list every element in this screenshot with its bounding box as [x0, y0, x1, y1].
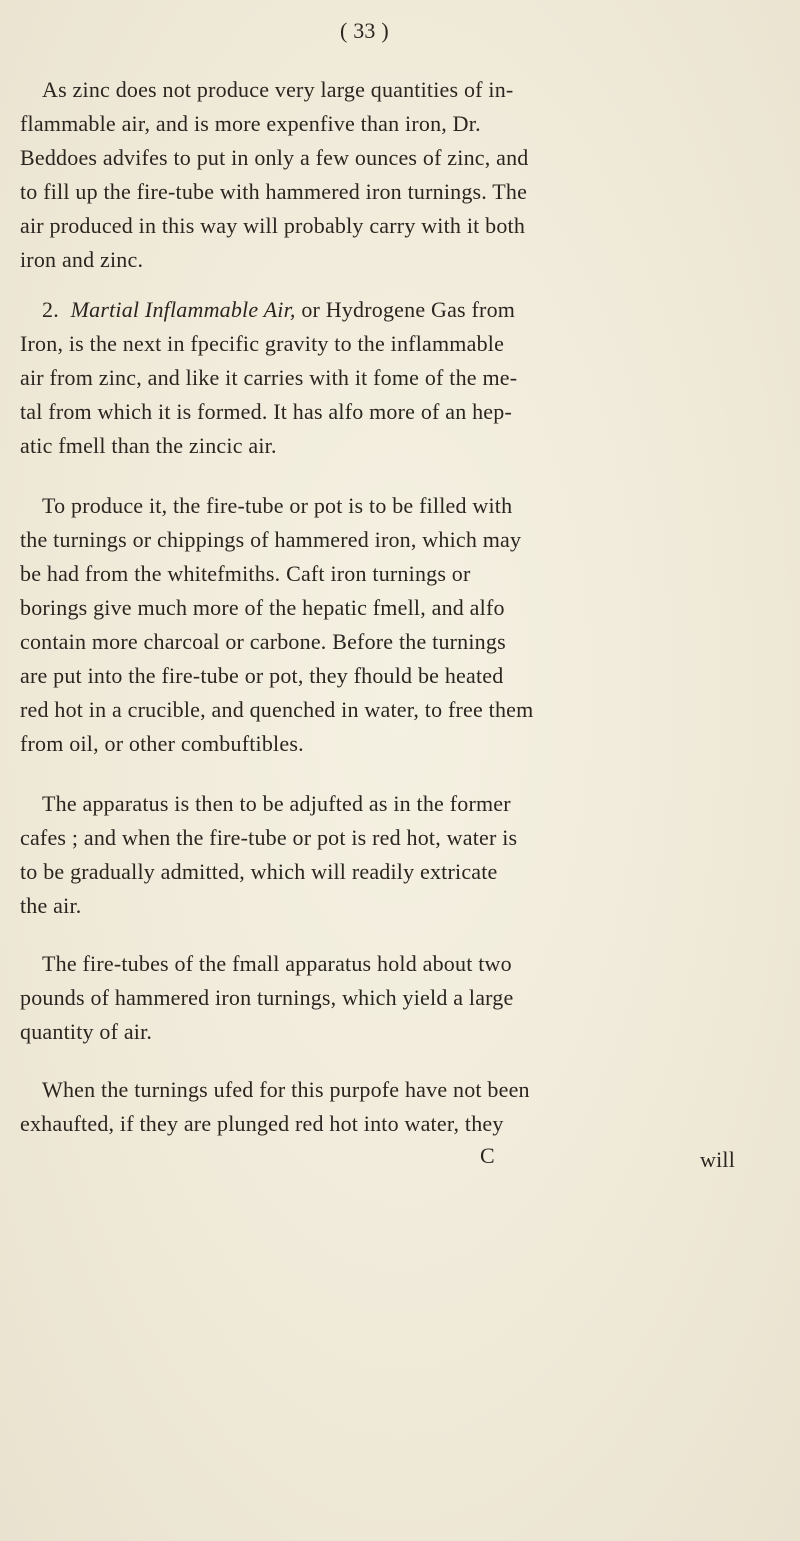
- paragraph-1-line-6: iron and zinc.: [20, 247, 144, 272]
- paragraph-3-line-3: be had from the whitefmiths. Caft iron turnings or: [20, 561, 471, 586]
- page-number: ( 33 ): [340, 18, 389, 43]
- paragraph-2-line-2: air from zinc, and like it carries with it fome of the me-: [20, 365, 518, 390]
- paragraph-3-line-2: the turnings or chippings of hammered iron, which may: [20, 527, 522, 552]
- section-number: 2.: [42, 297, 59, 322]
- paragraph-6-line-2: exhaufted, if they are plunged red hot into water, they: [20, 1111, 504, 1136]
- paragraph-1-line-1: As zinc does not produce very large quantities of in-: [42, 77, 514, 102]
- paragraph-2-line-3: tal from which it is formed. It has alfo more of an hep-: [20, 399, 512, 424]
- paragraph-1-line-5: air produced in this way will probably carry with it both: [20, 213, 526, 238]
- paragraph-3-line-7: red hot in a crucible, and quenched in water, to free them: [20, 697, 534, 722]
- section-title-rest: or Hydrogene Gas from: [301, 297, 516, 322]
- catchword: will: [700, 1147, 736, 1172]
- paragraph-3-line-6: are put into the fire-tube or pot, they fhould be heated: [20, 663, 504, 688]
- paragraph-1-line-2: flammable air, and is more expenfive than iron, Dr.: [20, 111, 481, 136]
- paragraph-4-line-4: the air.: [20, 893, 82, 918]
- paragraph-3-line-8: from oil, or other combuftibles.: [20, 731, 304, 756]
- paragraph-5-line-2: pounds of hammered iron turnings, which yield a large: [20, 985, 514, 1010]
- paragraph-4-line-1: The apparatus is then to be adjufted as in the former: [42, 791, 511, 816]
- section-title: Martial Inflammable Air,: [70, 297, 296, 322]
- paragraph-4-line-3: to be gradually admitted, which will readily extricate: [20, 859, 498, 884]
- paragraph-2-line-4: atic fmell than the zincic air.: [20, 433, 277, 458]
- paragraph-2-heading: [42, 297, 515, 323]
- paragraph-6-line-1: When the turnings ufed for this purpofe have not been: [42, 1077, 530, 1102]
- paragraph-1-line-4: to fill up the fire-tube with hammered iron turnings. The: [20, 179, 528, 204]
- paragraph-5-line-3: quantity of air.: [20, 1019, 153, 1044]
- signature-mark: C: [480, 1143, 495, 1168]
- paragraph-2-line-1: Iron, is the next in fpecific gravity to the inflammable: [20, 331, 505, 356]
- paragraph-3-line-5: contain more charcoal or carbone. Before the turnings: [20, 629, 506, 654]
- paragraph-5-line-1: The fire-tubes of the fmall apparatus hold about two: [42, 951, 512, 976]
- paragraph-3-line-1: To produce it, the fire-tube or pot is to be filled with: [42, 493, 513, 518]
- paragraph-4-line-2: cafes ; and when the fire-tube or pot is red hot, water is: [20, 825, 518, 850]
- paragraph-3-line-4: borings give much more of the hepatic fmell, and alfo: [20, 595, 505, 620]
- paragraph-1-line-3: Beddoes advifes to put in only a few ounces of zinc, and: [20, 145, 529, 170]
